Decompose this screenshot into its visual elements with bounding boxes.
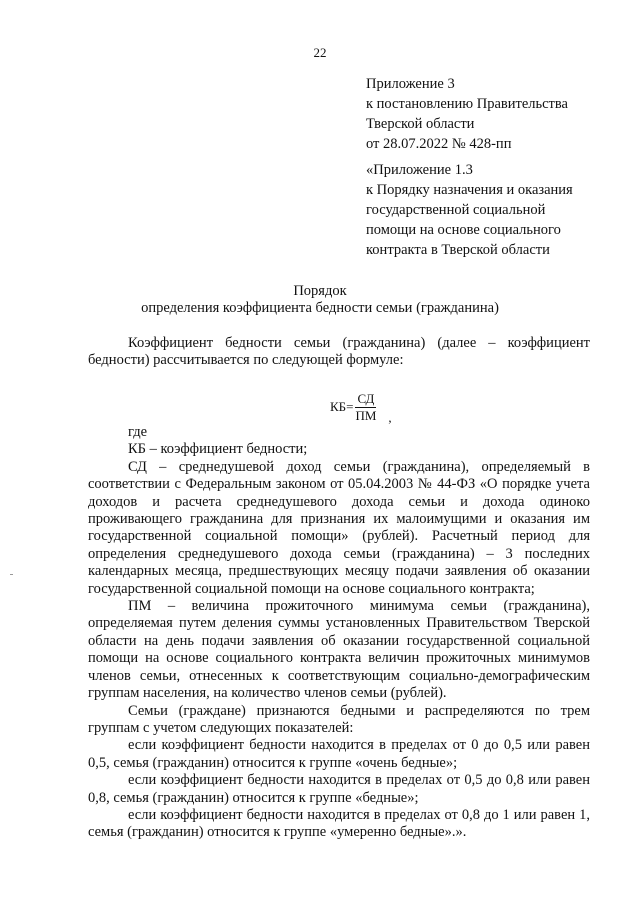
margin-mark [10,574,13,575]
definition-kb: КБ – коэффициент бедности; [128,441,308,458]
appendix-line: Тверской области [366,116,475,132]
appendix-line: к постановлению Правительства [366,96,568,112]
group-item: если коэффициент бедности находится в пределах от 0 до 0,5 или равен 0,5, семья (гражданин) относится к группе «очень бедные»; [88,737,590,771]
groups-intro: Семьи (граждане) признаются бедными и распределяются по трем группам с учетом следующих показателей: [88,702,590,736]
where-label: где [128,424,148,440]
appendix-line: Приложение 3 [366,76,455,92]
appendix-quote-line: государственной социальной [366,202,546,218]
formula-denominator: ПМ [355,407,377,423]
definition-sd: СД – среднедушевой доход семьи (гражданина), определяемый в соответствии с Федеральным законом от 05.04.2003 № 44-ФЗ «О порядке учета доходов и расчета среднедушевого дохода семьи и дохода одиноко проживающего гражданина для признания их малоимущими и оказания им государственной социальной помощи» (рублей). Расчетный период для определения среднедушевого дохода семьи (гражданина) – 3 последних календарных месяца, предшествующих месяцу подачи заявления об оказании государственной социальной помощи на основе социального контракта; [88,458,590,597]
document-title: Порядок [293,283,347,299]
definitions-section [88,424,590,842]
group-item: если коэффициент бедности находится в пределах от 0,5 до 0,8 или равен 0,8, семья (гражданин) относится к группе «бедные»; [88,772,590,806]
group-item: если коэффициент бедности находится в пределах от 0,8 до 1 или равен 1, семья (гражданин) относится к группе «умеренно бедные».». [88,806,590,841]
appendix-quote-line: помощи на основе социального [366,222,561,238]
formula-comma: , [388,410,392,425]
document-subtitle: определения коэффициента бедности семьи (гражданина) [141,300,499,316]
appendix-quote-line: к Порядку назначения и оказания [366,182,573,198]
appendix-quote-header [366,160,573,260]
formula-numerator: СД [357,390,375,406]
intro-section [88,335,590,370]
formula-lhs: КБ= [330,399,354,414]
appendix-line: от 28.07.2022 № 428-пп [366,136,512,152]
intro-paragraph: Коэффициент бедности семьи (гражданина) (далее – коэффициент бедности) рассчитывается по следующей формуле: [88,335,590,369]
appendix-quote-line: «Приложение 1.3 [366,162,473,178]
appendix-header [366,74,568,154]
appendix-quote-line: контракта в Тверской области [366,242,550,258]
page-number: 22 [313,45,327,60]
formula-fraction [355,392,376,423]
definition-pm: ПМ – величина прожиточного минимума семьи (гражданина), определяемая путем деления суммы установленных Правительством Тверской области на день подачи заявления об оказании государственной социальной помощи на основе социального контракта величин прожиточных минимумов членов семьи, отнесенных к соответствующим социально-демографическим группам населения, на количество членов семьи (рублей). [88,598,590,702]
formula [330,388,392,426]
